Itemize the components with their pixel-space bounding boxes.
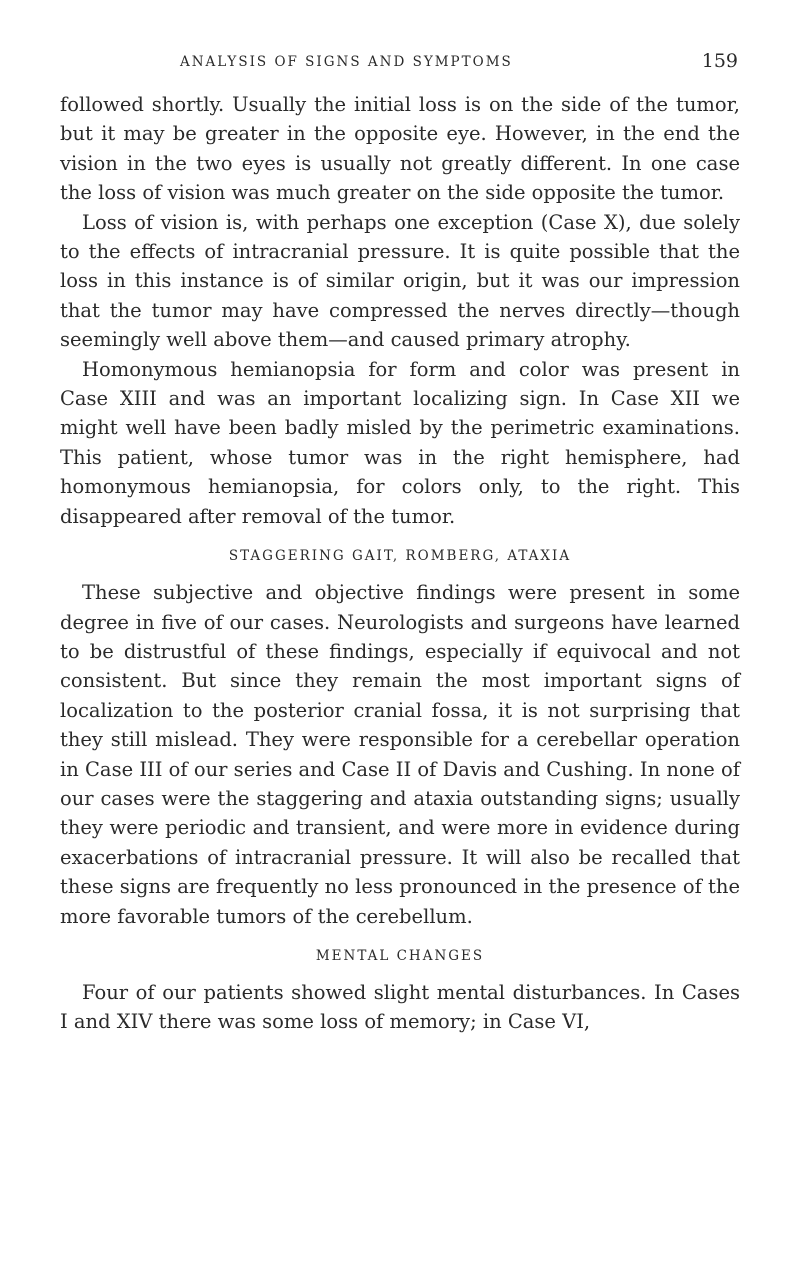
running-title: ANALYSIS OF SIGNS AND SYMPTOMS: [180, 54, 513, 70]
page-number: 159: [701, 50, 738, 72]
paragraph-hemianopsia: Homonymous hemianopsia for form and color was present in Case XIII and was an important localizing sign. In Case XII we might well have been badly misled by the perimetric examinations. This patient, whose tumor was in the right hemisphere, had homonymous hemianopsia, for colors only, to the right. This disappeared after removal of the tumor.: [60, 357, 740, 528]
paragraph-continued: followed shortly. Usually the initial loss is on the side of the tumor, but it may be greater in the opposite eye. However, in the end the vision in the two eyes is usually not greatly different. In one case the loss of vision was much greater on the side opposite the tumor.: [60, 93, 740, 205]
book-page: [60, 50, 740, 1037]
running-head: [60, 50, 740, 90]
paragraph-mental: Four of our patients showed slight mental disturbances. In Cases I and XIV there was some loss of memory; in Case VI,: [60, 980, 740, 1034]
paragraph-staggering: These subjective and objective findings were present in some degree in five of our cases. Neurologists and surgeons have learned to be distrustful of these findings, especially if equivocal and not consistent. But since they remain the most important signs of localization to the posterior cranial fossa, it is not surprising that they still mislead. They were responsible for a cerebellar operation in Case III of our series and Case II of Davis and Cushing. In none of our cases were the staggering and ataxia outstanding signs; usually they were periodic and transient, and were more in evidence during exacerbations of intracranial pressure. It will also be recalled that these signs are frequently no less pronounced in the presence of the more favorable tumors of the cerebellum.: [60, 581, 740, 928]
section-heading-staggering: STAGGERING GAIT, ROMBERG, ATAXIA: [228, 548, 572, 565]
paragraph-loss-of-vision: Loss of vision is, with perhaps one exception (Case X), due solely to the effects of intracranial pressure. It is quite possible that the loss in this instance is of similar origin, but it was our impression that the tumor may have compressed the nerves directly—though seemingly well above them—and caused primary atrophy.: [60, 210, 740, 352]
section-heading-mental: MENTAL CHANGES: [315, 947, 485, 964]
